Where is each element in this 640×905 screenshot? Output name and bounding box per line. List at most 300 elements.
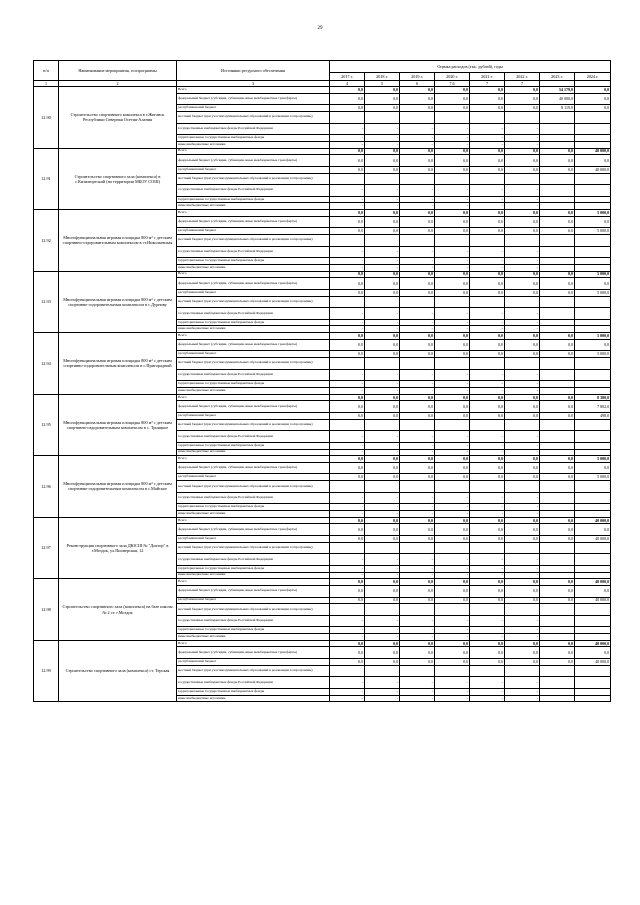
amount-cell bbox=[365, 604, 400, 616]
funding-source: иные внебюджетные источники bbox=[177, 387, 330, 394]
amount-cell: 0,0 bbox=[505, 271, 540, 278]
amount-cell: 0,0 bbox=[400, 579, 435, 586]
amount-cell: - bbox=[330, 565, 365, 572]
amount-cell: - bbox=[400, 492, 435, 504]
amount-cell: - bbox=[470, 572, 505, 579]
amount-cell bbox=[575, 542, 611, 554]
amount-cell bbox=[540, 627, 575, 634]
amount-cell: - bbox=[505, 449, 540, 456]
table-row bbox=[34, 210, 611, 217]
amount-cell: 0,0 bbox=[400, 87, 435, 94]
amount-cell bbox=[540, 319, 575, 326]
amount-cell: 0,0 bbox=[435, 228, 470, 235]
amount-cell: - bbox=[400, 565, 435, 572]
amount-cell: 0,0 bbox=[400, 394, 435, 401]
amount-cell: 0,0 bbox=[435, 640, 470, 647]
amount-cell bbox=[575, 296, 611, 308]
amount-cell: 0,0 bbox=[330, 401, 365, 413]
amount-cell: 0,0 bbox=[365, 148, 400, 155]
amount-cell: 0,0 bbox=[470, 456, 505, 463]
amount-cell: - bbox=[365, 554, 400, 566]
project-number: 12.90 bbox=[34, 87, 59, 149]
amount-cell bbox=[575, 173, 611, 185]
amount-cell: - bbox=[365, 634, 400, 641]
header-numbering: 7 bbox=[470, 81, 505, 87]
amount-cell: 0,0 bbox=[505, 536, 540, 543]
amount-cell bbox=[400, 358, 435, 370]
amount-cell: - bbox=[400, 554, 435, 566]
amount-cell: 0,0 bbox=[470, 401, 505, 413]
amount-cell: - bbox=[435, 492, 470, 504]
amount-cell: - bbox=[365, 141, 400, 148]
amount-cell: 0,0 bbox=[400, 585, 435, 597]
amount-cell: 0,0 bbox=[575, 585, 611, 597]
amount-cell: 0,0 bbox=[365, 517, 400, 524]
amount-cell: 0,0 bbox=[365, 536, 400, 543]
amount-cell: - bbox=[505, 634, 540, 641]
project-number: 12.99 bbox=[34, 640, 59, 702]
amount-cell: - bbox=[365, 615, 400, 627]
amount-cell bbox=[505, 481, 540, 493]
amount-cell: - bbox=[400, 123, 435, 135]
amount-cell: 5 000,0 bbox=[575, 210, 611, 217]
amount-cell: 0,0 bbox=[540, 351, 575, 358]
amount-cell: 0,0 bbox=[505, 640, 540, 647]
amount-cell bbox=[400, 111, 435, 123]
amount-cell: - bbox=[505, 369, 540, 381]
amount-cell: 0,0 bbox=[400, 412, 435, 419]
amount-cell bbox=[575, 511, 611, 518]
amount-cell bbox=[575, 565, 611, 572]
amount-cell: - bbox=[435, 369, 470, 381]
header-year: 2022 г. bbox=[505, 73, 540, 81]
amount-cell: - bbox=[435, 123, 470, 135]
project-number: 12.97 bbox=[34, 517, 59, 579]
amount-cell: 0,0 bbox=[400, 351, 435, 358]
amount-cell: 0,0 bbox=[435, 585, 470, 597]
table-row bbox=[34, 148, 611, 155]
amount-cell: - bbox=[470, 492, 505, 504]
amount-cell: - bbox=[330, 246, 365, 258]
amount-cell: - bbox=[365, 369, 400, 381]
amount-cell bbox=[540, 185, 575, 197]
amount-cell bbox=[505, 358, 540, 370]
funding-source: местный бюджет (при участии муниципальных образований в реализации госпрограммы) bbox=[177, 665, 330, 677]
amount-cell: 0,0 bbox=[470, 474, 505, 481]
amount-cell bbox=[575, 481, 611, 493]
funding-source: территориальные государственные внебюджетные фонды bbox=[177, 196, 330, 203]
amount-cell: - bbox=[365, 627, 400, 634]
amount-cell: 0,0 bbox=[435, 456, 470, 463]
amount-cell: - bbox=[470, 381, 505, 388]
amount-cell: - bbox=[505, 381, 540, 388]
amount-cell: - bbox=[330, 203, 365, 210]
amount-cell: 0,0 bbox=[330, 339, 365, 351]
amount-cell bbox=[575, 135, 611, 142]
funding-source: Всего bbox=[177, 456, 330, 463]
amount-cell bbox=[540, 326, 575, 333]
amount-cell bbox=[575, 634, 611, 641]
amount-cell: - bbox=[365, 504, 400, 511]
amount-cell: - bbox=[435, 688, 470, 695]
amount-cell: 0,0 bbox=[470, 210, 505, 217]
amount-cell: - bbox=[470, 326, 505, 333]
project-name: Многофункциональная игровая площадка 800 м² с детским спортивно-оздоровительным комплексом в с.Майское bbox=[59, 456, 177, 518]
amount-cell bbox=[330, 604, 365, 616]
amount-cell: 0,0 bbox=[540, 289, 575, 296]
header-numbering: 7 bbox=[505, 81, 540, 87]
amount-cell: - bbox=[435, 196, 470, 203]
amount-cell: - bbox=[435, 634, 470, 641]
amount-cell: 0,0 bbox=[400, 216, 435, 228]
amount-cell: 0,0 bbox=[470, 271, 505, 278]
amount-cell bbox=[575, 572, 611, 579]
amount-cell bbox=[540, 235, 575, 247]
amount-cell: - bbox=[505, 123, 540, 135]
funding-source: территориальные государственные внебюджетные фонды bbox=[177, 258, 330, 265]
amount-cell bbox=[470, 542, 505, 554]
funding-source: иные внебюджетные источники bbox=[177, 695, 330, 702]
header-name: Наименование мероприятия, госпрограммы bbox=[59, 61, 177, 81]
amount-cell: 0,0 bbox=[365, 597, 400, 604]
amount-cell: 0,0 bbox=[575, 462, 611, 474]
amount-cell: 0,0 bbox=[330, 166, 365, 173]
amount-cell: 0,0 bbox=[470, 228, 505, 235]
project-number: 12.93 bbox=[34, 271, 59, 333]
amount-cell: - bbox=[400, 449, 435, 456]
amount-cell: 40 000,0 bbox=[575, 640, 611, 647]
amount-cell: 0,0 bbox=[330, 474, 365, 481]
amount-cell: - bbox=[505, 492, 540, 504]
amount-cell: 40 000,0 bbox=[575, 536, 611, 543]
funding-source: Всего bbox=[177, 148, 330, 155]
amount-cell bbox=[505, 665, 540, 677]
amount-cell: 0,0 bbox=[505, 579, 540, 586]
amount-cell bbox=[575, 431, 611, 443]
amount-cell: 0,0 bbox=[400, 517, 435, 524]
amount-cell: 0,0 bbox=[540, 271, 575, 278]
amount-cell: 0,0 bbox=[435, 462, 470, 474]
amount-cell: 498,0 bbox=[575, 412, 611, 419]
amount-cell: - bbox=[330, 141, 365, 148]
project-name: Строительство спортивного комплекса в г.Жиганск Республики Северная Осетия-Алания bbox=[59, 87, 177, 149]
amount-cell: - bbox=[435, 442, 470, 449]
amount-cell: 0,0 bbox=[330, 394, 365, 401]
amount-cell: - bbox=[400, 615, 435, 627]
funding-source: федеральный бюджет (субсидии, субвенции, иные межбюджетные трансферты) bbox=[177, 647, 330, 659]
amount-cell: - bbox=[505, 442, 540, 449]
amount-cell bbox=[575, 308, 611, 320]
funding-source: государственные внебюджетные фонды Российской Федерации bbox=[177, 246, 330, 258]
amount-cell: - bbox=[330, 123, 365, 135]
amount-cell bbox=[435, 419, 470, 431]
amount-cell: - bbox=[365, 319, 400, 326]
amount-cell: 0,0 bbox=[435, 659, 470, 666]
amount-cell: 0,0 bbox=[330, 351, 365, 358]
amount-cell: - bbox=[330, 387, 365, 394]
amount-cell: 0,0 bbox=[470, 640, 505, 647]
funding-source: Всего bbox=[177, 579, 330, 586]
amount-cell bbox=[575, 387, 611, 394]
funding-source: Всего bbox=[177, 87, 330, 94]
amount-cell: 0,0 bbox=[400, 289, 435, 296]
amount-cell: 0,0 bbox=[575, 105, 611, 112]
amount-cell: 0,0 bbox=[435, 93, 470, 105]
amount-cell bbox=[540, 695, 575, 702]
amount-cell: 0,0 bbox=[470, 93, 505, 105]
amount-cell: - bbox=[365, 264, 400, 271]
amount-cell: 0,0 bbox=[365, 394, 400, 401]
header-num: п/п bbox=[34, 61, 59, 81]
amount-cell: 0,0 bbox=[330, 524, 365, 536]
amount-cell: 0,0 bbox=[470, 289, 505, 296]
amount-cell: 0,0 bbox=[540, 597, 575, 604]
amount-cell bbox=[540, 492, 575, 504]
amount-cell: 0,0 bbox=[470, 394, 505, 401]
amount-cell bbox=[540, 111, 575, 123]
amount-cell: 0,0 bbox=[330, 210, 365, 217]
amount-cell: 0,0 bbox=[365, 271, 400, 278]
amount-cell: 0,0 bbox=[435, 597, 470, 604]
amount-cell: 0,0 bbox=[505, 524, 540, 536]
funding-source: Всего bbox=[177, 517, 330, 524]
amount-cell bbox=[540, 296, 575, 308]
amount-cell: - bbox=[470, 185, 505, 197]
amount-cell: 0,0 bbox=[435, 216, 470, 228]
funding-source: местный бюджет (при участии муниципальных образований в реализации госпрограммы) bbox=[177, 358, 330, 370]
amount-cell bbox=[365, 111, 400, 123]
amount-cell: - bbox=[330, 504, 365, 511]
funding-source: государственные внебюджетные фонды Российской Федерации bbox=[177, 615, 330, 627]
amount-cell: - bbox=[400, 688, 435, 695]
amount-cell: - bbox=[470, 615, 505, 627]
amount-cell: - bbox=[470, 695, 505, 702]
funding-source: республиканский бюджет bbox=[177, 474, 330, 481]
amount-cell: 0,0 bbox=[330, 289, 365, 296]
amount-cell: - bbox=[400, 258, 435, 265]
amount-cell: - bbox=[400, 381, 435, 388]
amount-cell: 0,0 bbox=[435, 87, 470, 94]
table-body bbox=[34, 87, 611, 702]
amount-cell: 0,0 bbox=[330, 536, 365, 543]
funding-source: местный бюджет (при участии муниципальных образований в реализации госпрограммы) bbox=[177, 235, 330, 247]
project-name: Многофункциональная игровая площадка 800 м² с детским спортивно-оздоровительным комплексом в ст.Николаевская bbox=[59, 210, 177, 272]
amount-cell: - bbox=[400, 185, 435, 197]
header-numbering: 2 bbox=[59, 81, 177, 87]
amount-cell bbox=[575, 381, 611, 388]
amount-cell bbox=[540, 419, 575, 431]
amount-cell bbox=[330, 358, 365, 370]
amount-cell: - bbox=[365, 326, 400, 333]
header-estimate: Оценка расходов (тыс. рублей), годы bbox=[330, 61, 611, 73]
amount-cell: 0,0 bbox=[505, 105, 540, 112]
amount-cell: - bbox=[435, 185, 470, 197]
amount-cell: 0,0 bbox=[470, 339, 505, 351]
amount-cell: - bbox=[365, 695, 400, 702]
project-name: Строительство спортивного зала (комплекса) на базе школы № 2 ст. г.Моздок bbox=[59, 579, 177, 641]
amount-cell: - bbox=[435, 246, 470, 258]
project-number: 12.94 bbox=[34, 333, 59, 395]
amount-cell: 0,0 bbox=[330, 105, 365, 112]
amount-cell bbox=[540, 615, 575, 627]
amount-cell: 0,0 bbox=[505, 517, 540, 524]
header-year: 2020 г. bbox=[435, 73, 470, 81]
amount-cell: - bbox=[470, 264, 505, 271]
header-year: 2021 г. bbox=[470, 73, 505, 81]
amount-cell: - bbox=[435, 627, 470, 634]
amount-cell bbox=[505, 604, 540, 616]
amount-cell: - bbox=[330, 369, 365, 381]
amount-cell bbox=[575, 369, 611, 381]
amount-cell: 0,0 bbox=[400, 401, 435, 413]
amount-cell bbox=[540, 196, 575, 203]
amount-cell: 7 802,0 bbox=[575, 401, 611, 413]
amount-cell: - bbox=[435, 326, 470, 333]
funding-source: территориальные государственные внебюджетные фонды bbox=[177, 442, 330, 449]
amount-cell bbox=[540, 554, 575, 566]
amount-cell: - bbox=[330, 264, 365, 271]
amount-cell: 0,0 bbox=[470, 278, 505, 290]
amount-cell bbox=[365, 665, 400, 677]
amount-cell: 0,0 bbox=[365, 166, 400, 173]
table-row bbox=[34, 271, 611, 278]
amount-cell: - bbox=[365, 381, 400, 388]
amount-cell: - bbox=[400, 203, 435, 210]
amount-cell bbox=[470, 235, 505, 247]
amount-cell: 0,0 bbox=[365, 155, 400, 167]
amount-cell: 0,0 bbox=[505, 210, 540, 217]
amount-cell: 0,0 bbox=[505, 87, 540, 94]
amount-cell: 0,0 bbox=[505, 456, 540, 463]
amount-cell: 40 000,0 bbox=[575, 148, 611, 155]
amount-cell bbox=[540, 123, 575, 135]
amount-cell bbox=[575, 264, 611, 271]
amount-cell: 0,0 bbox=[365, 579, 400, 586]
amount-cell: 0,0 bbox=[575, 155, 611, 167]
amount-cell: 0,0 bbox=[330, 647, 365, 659]
amount-cell bbox=[400, 481, 435, 493]
amount-cell: 0,0 bbox=[575, 339, 611, 351]
amount-cell: 0,0 bbox=[365, 659, 400, 666]
amount-cell: - bbox=[470, 677, 505, 689]
table-row bbox=[34, 333, 611, 340]
amount-cell: 0,0 bbox=[435, 394, 470, 401]
amount-cell: 0,0 bbox=[400, 148, 435, 155]
amount-cell bbox=[540, 264, 575, 271]
amount-cell: - bbox=[505, 308, 540, 320]
amount-cell: 0,0 bbox=[400, 93, 435, 105]
amount-cell: 0,0 bbox=[470, 155, 505, 167]
funding-source: республиканский бюджет bbox=[177, 536, 330, 543]
amount-cell bbox=[575, 358, 611, 370]
amount-cell: 0,0 bbox=[365, 647, 400, 659]
amount-cell: 0,0 bbox=[365, 228, 400, 235]
amount-cell: - bbox=[435, 135, 470, 142]
amount-cell bbox=[540, 381, 575, 388]
amount-cell: 0,0 bbox=[330, 271, 365, 278]
amount-cell: 0,0 bbox=[540, 659, 575, 666]
amount-cell: 0,0 bbox=[575, 278, 611, 290]
amount-cell: 0,0 bbox=[400, 271, 435, 278]
amount-cell: - bbox=[435, 264, 470, 271]
amount-cell: - bbox=[505, 554, 540, 566]
amount-cell bbox=[365, 173, 400, 185]
amount-cell: 0,0 bbox=[365, 474, 400, 481]
amount-cell: 0,0 bbox=[330, 462, 365, 474]
amount-cell: 0,0 bbox=[470, 585, 505, 597]
amount-cell: - bbox=[365, 431, 400, 443]
amount-cell: 0,0 bbox=[470, 333, 505, 340]
amount-cell: 0,0 bbox=[330, 597, 365, 604]
funding-source: государственные внебюджетные фонды Российской Федерации bbox=[177, 123, 330, 135]
amount-cell bbox=[540, 634, 575, 641]
amount-cell: 0,0 bbox=[400, 597, 435, 604]
amount-cell: - bbox=[400, 141, 435, 148]
amount-cell bbox=[400, 419, 435, 431]
amount-cell bbox=[575, 111, 611, 123]
amount-cell: - bbox=[505, 688, 540, 695]
amount-cell bbox=[540, 504, 575, 511]
funding-source: территориальные государственные внебюджетные фонды bbox=[177, 504, 330, 511]
header-year: 2018 г. bbox=[365, 73, 400, 81]
amount-cell bbox=[540, 387, 575, 394]
table-row bbox=[34, 87, 611, 94]
amount-cell: 0,0 bbox=[400, 228, 435, 235]
amount-cell: - bbox=[400, 319, 435, 326]
amount-cell: - bbox=[330, 319, 365, 326]
amount-cell bbox=[435, 665, 470, 677]
amount-cell: 0,0 bbox=[505, 647, 540, 659]
amount-cell: 0,0 bbox=[365, 456, 400, 463]
funding-source: федеральный бюджет (субсидии, субвенции, иные межбюджетные трансферты) bbox=[177, 155, 330, 167]
funding-source: государственные внебюджетные фонды Российской Федерации bbox=[177, 431, 330, 443]
amount-cell: 0,0 bbox=[540, 585, 575, 597]
page-number: 29 bbox=[317, 26, 323, 31]
amount-cell: - bbox=[470, 319, 505, 326]
amount-cell bbox=[540, 141, 575, 148]
amount-cell: - bbox=[505, 319, 540, 326]
amount-cell: - bbox=[505, 141, 540, 148]
amount-cell: - bbox=[470, 504, 505, 511]
amount-cell: - bbox=[330, 196, 365, 203]
amount-cell: 0,0 bbox=[400, 462, 435, 474]
amount-cell: 0,0 bbox=[330, 640, 365, 647]
amount-cell: 0,0 bbox=[330, 659, 365, 666]
amount-cell: 0,0 bbox=[365, 462, 400, 474]
amount-cell bbox=[575, 326, 611, 333]
amount-cell: - bbox=[435, 511, 470, 518]
amount-cell: 5 000,0 bbox=[575, 289, 611, 296]
amount-cell: 0,0 bbox=[540, 412, 575, 419]
amount-cell: 0,0 bbox=[540, 216, 575, 228]
amount-cell: - bbox=[365, 258, 400, 265]
amount-cell: - bbox=[365, 449, 400, 456]
amount-cell: 0,0 bbox=[365, 524, 400, 536]
amount-cell: 0,0 bbox=[470, 659, 505, 666]
amount-cell: - bbox=[400, 511, 435, 518]
funding-source: республиканский бюджет bbox=[177, 289, 330, 296]
table-row bbox=[34, 456, 611, 463]
amount-cell: 0,0 bbox=[470, 462, 505, 474]
funding-source: федеральный бюджет (субсидии, субвенции, иные межбюджетные трансферты) bbox=[177, 524, 330, 536]
amount-cell bbox=[400, 173, 435, 185]
amount-cell: - bbox=[505, 677, 540, 689]
amount-cell: - bbox=[505, 627, 540, 634]
amount-cell: - bbox=[330, 554, 365, 566]
amount-cell: - bbox=[470, 203, 505, 210]
amount-cell: 0,0 bbox=[365, 333, 400, 340]
amount-cell: 0,0 bbox=[470, 87, 505, 94]
